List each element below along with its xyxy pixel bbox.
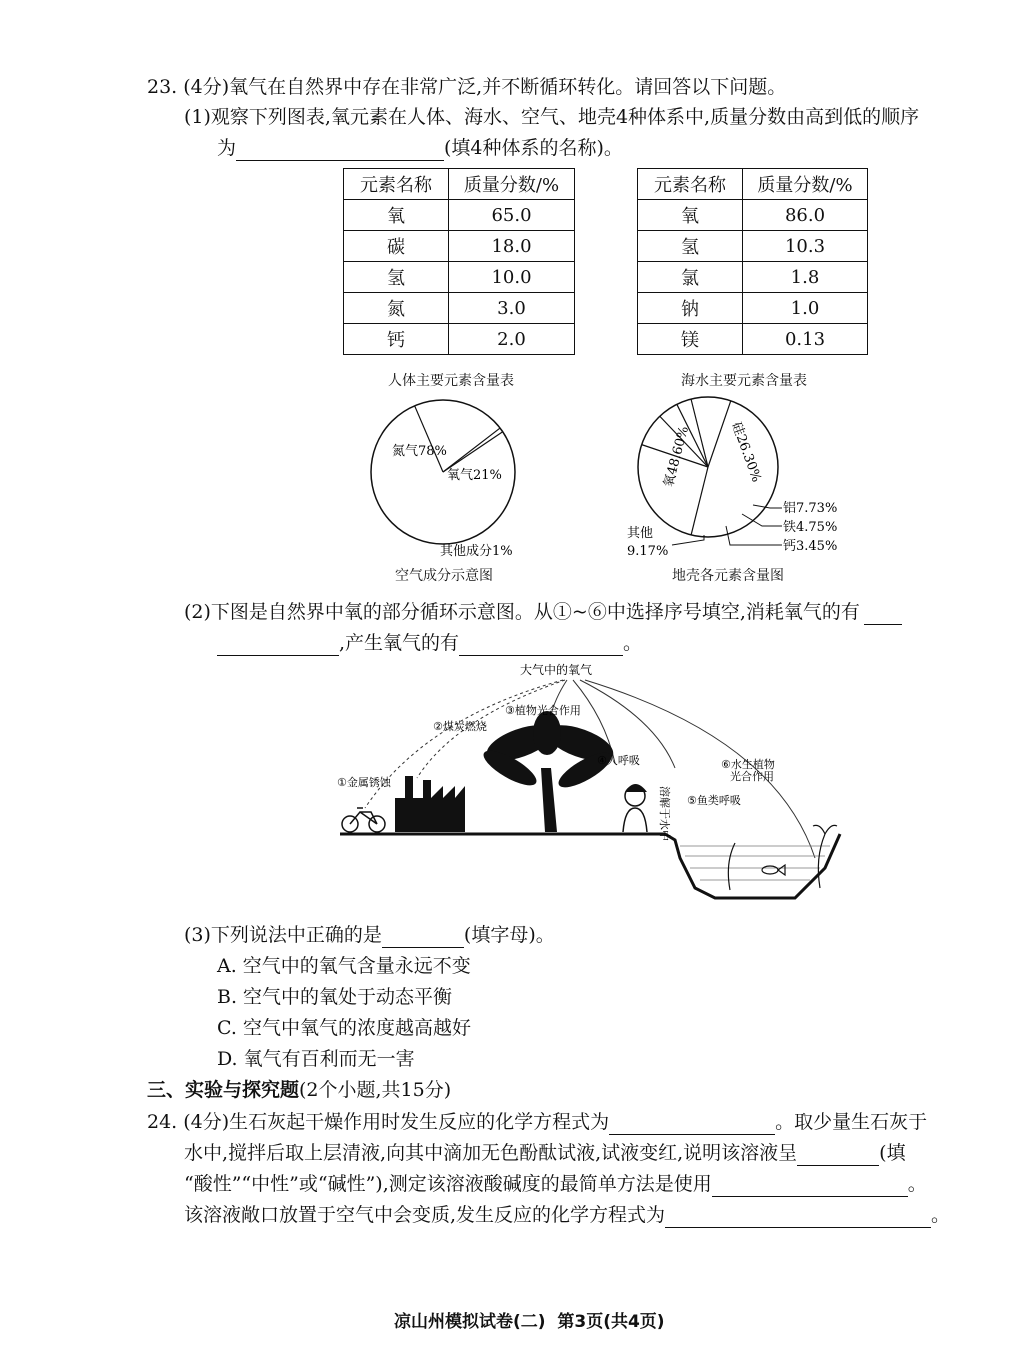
fish-icon (762, 865, 785, 875)
col-header-mass: 质量分数/% (743, 169, 868, 200)
value-cell: 10.3 (743, 231, 868, 262)
crust-pie-chart (620, 390, 860, 560)
q24-line4 (184, 1202, 950, 1228)
value-cell: 0.13 (743, 324, 868, 355)
q24-line2-suffix: (填 (879, 1142, 906, 1164)
table-header-row (638, 169, 868, 200)
q23-answer-blank-2c[interactable] (459, 635, 623, 656)
q24-line1 (147, 1109, 927, 1135)
value-cell: 1.8 (743, 262, 868, 293)
palm-tree-icon (479, 711, 618, 832)
cycle-label-rusting: ①金属锈蚀 (337, 776, 391, 789)
element-cell: 氢 (638, 231, 743, 262)
table-row (344, 231, 575, 262)
bicycle-icon (342, 808, 385, 832)
air-slice-label-other: 其他成分1% (440, 544, 513, 559)
crust-leader-lines (672, 505, 782, 545)
q24-line4-suffix: 。 (931, 1204, 951, 1226)
section3-heading (147, 1077, 451, 1103)
person-icon (623, 784, 647, 832)
q23-header: 23. (4分)氧气在自然界中存在非常广泛,并不断循环转化。请回答以下问题。 (147, 76, 787, 98)
ground-line (340, 834, 840, 898)
crust-slice-label-oxygen: 氧48.60% (661, 424, 693, 490)
q24-line4-prefix: 该溶液敞口放置于空气中会变质,发生反应的化学方程式为 (184, 1204, 666, 1226)
air-slice-label-nitrogen: 氮气78% (392, 444, 447, 459)
q24-answer-blank-4[interactable] (665, 1207, 931, 1228)
q24-answer-blank-1[interactable] (609, 1114, 775, 1135)
q24-line1-prefix: 24. (4分)生石灰起干燥作用时发生反应的化学方程式为 (147, 1111, 610, 1133)
crust-slice-label-iron: 铁4.75% (783, 520, 838, 535)
air-slice-label-oxygen: 氧气21% (447, 468, 502, 483)
table-row (344, 262, 575, 293)
element-cell: 氢 (344, 262, 449, 293)
section3-note: (2个小题,共15分) (299, 1079, 452, 1101)
air-pie-caption: 空气成分示意图 (395, 568, 493, 584)
q24-line2 (184, 1140, 906, 1166)
element-cell: 氮 (344, 293, 449, 324)
q23-part2-mid: ,产生氧气的有 (339, 632, 460, 654)
element-cell: 钙 (344, 324, 449, 355)
table-row (638, 200, 868, 231)
water-lines (680, 846, 830, 880)
option-a: A. 空气中的氧气含量永远不变 (217, 955, 471, 977)
q23-part1-prefix: 为 (217, 137, 237, 159)
q23-part2-text: (2)下图是自然界中氧的部分循环示意图。从①~⑥中选择序号填空,消耗氧气的有 (184, 601, 860, 623)
cycle-label-atmosphere: 大气中的氧气 (520, 663, 593, 677)
element-cell: 碳 (344, 231, 449, 262)
col-header-element: 元素名称 (638, 169, 743, 200)
q23-part3-text: (3)下列说法中正确的是 (184, 924, 382, 946)
human-table-caption: 人体主要元素含量表 (388, 373, 514, 389)
q23-answer-blank-3[interactable] (382, 927, 464, 948)
factory-icon (395, 776, 465, 832)
table-row (344, 293, 575, 324)
crust-slice-divider (691, 467, 708, 535)
air-slice-divider (443, 432, 503, 472)
crust-pie-caption: 地壳各元素含量图 (672, 568, 784, 584)
table-row (638, 262, 868, 293)
table-row (638, 231, 868, 262)
element-cell: 镁 (638, 324, 743, 355)
q23-answer-blank-1[interactable] (236, 140, 444, 161)
crust-slice-label-other: 其他 (627, 526, 654, 541)
human-element-table (343, 168, 575, 355)
table-row (344, 324, 575, 355)
oxygen-cycle-diagram (335, 658, 845, 908)
cycle-label-human: ④人呼吸 (597, 754, 640, 767)
table-row (344, 200, 575, 231)
table-row (638, 293, 868, 324)
sea-element-table (637, 168, 868, 355)
option-c: C. 空气中氧气的浓度越高越好 (217, 1017, 471, 1039)
table-header-row (344, 169, 575, 200)
col-header-element: 元素名称 (344, 169, 449, 200)
crust-slice-label-silicon: 硅26.30% (728, 420, 764, 485)
sea-table-caption: 海水主要元素含量表 (681, 373, 807, 389)
q23-part1-suffix: (填4种体系的名称)。 (444, 137, 623, 159)
q23-part1-line2 (217, 135, 623, 161)
section3-title: 三、实验与探究题 (147, 1079, 300, 1101)
value-cell: 18.0 (449, 231, 575, 262)
cycle-label-aquatic: ⑥水生植物 (721, 758, 775, 771)
col-header-mass: 质量分数/% (449, 169, 575, 200)
q23-part2-line2 (217, 630, 642, 656)
cycle-label-dissolve: 溶解于水中 (658, 786, 671, 841)
q23-part1-line1: (1)观察下列图表,氧元素在人体、海水、空气、地壳4种体系中,质量分数由高到低的顺序 (184, 106, 920, 128)
q23-part2-line1 (184, 599, 902, 625)
value-cell: 1.0 (743, 293, 868, 324)
crust-slice-divider (691, 399, 708, 467)
air-pie-chart (360, 395, 550, 575)
value-cell: 65.0 (449, 200, 575, 231)
q23-answer-blank-2b[interactable] (217, 635, 339, 656)
q23-part3-suffix: (填字母)。 (463, 924, 555, 946)
crust-slice-divider (708, 401, 731, 467)
q24-answer-blank-3[interactable] (712, 1176, 908, 1197)
q24-line3-suffix: 。 (907, 1173, 927, 1195)
page-footer: 凉山州模拟试卷(二) 第3页(共4页) (394, 1312, 665, 1332)
value-cell: 3.0 (449, 293, 575, 324)
element-cell: 钠 (638, 293, 743, 324)
value-cell: 86.0 (743, 200, 868, 231)
element-cell: 氧 (344, 200, 449, 231)
option-d: D. 氧气有百利而无一害 (217, 1048, 415, 1070)
cycle-label-aquatic-2: 光合作用 (730, 770, 774, 783)
q24-line2-prefix: 水中,搅拌后取上层清液,向其中滴加无色酚酞试液,试液变红,说明该溶液呈 (184, 1142, 798, 1164)
cycle-label-fish: ⑤鱼类呼吸 (687, 794, 741, 807)
q24-line3 (184, 1171, 927, 1197)
cycle-label-coal: ②煤炭燃烧 (433, 720, 487, 733)
table-row (638, 324, 868, 355)
air-slice-divider (415, 406, 443, 472)
q24-answer-blank-2[interactable] (797, 1145, 879, 1166)
q23-answer-blank-2a[interactable] (864, 604, 902, 625)
q24-line1-suffix: 。取少量生石灰于 (775, 1111, 928, 1133)
option-b: B. 空气中的氧处于动态平衡 (217, 986, 453, 1008)
value-cell: 2.0 (449, 324, 575, 355)
air-slice-divider (443, 428, 500, 472)
value-cell: 10.0 (449, 262, 575, 293)
q23-part3-line (184, 922, 555, 948)
element-cell: 氯 (638, 262, 743, 293)
crust-slice-label-other-value: 9.17% (627, 544, 669, 559)
q24-line3-prefix: “酸性”“中性”或“碱性”),测定该溶液酸碱度的最简单方法是使用 (184, 1173, 712, 1195)
q23-part2-end: 。 (623, 632, 643, 654)
cycle-label-photosynthesis: ③植物光合作用 (505, 704, 581, 717)
element-cell: 氧 (638, 200, 743, 231)
crust-slice-label-calcium: 钙3.45% (783, 539, 838, 554)
crust-slice-label-aluminium: 铝7.73% (783, 501, 838, 516)
